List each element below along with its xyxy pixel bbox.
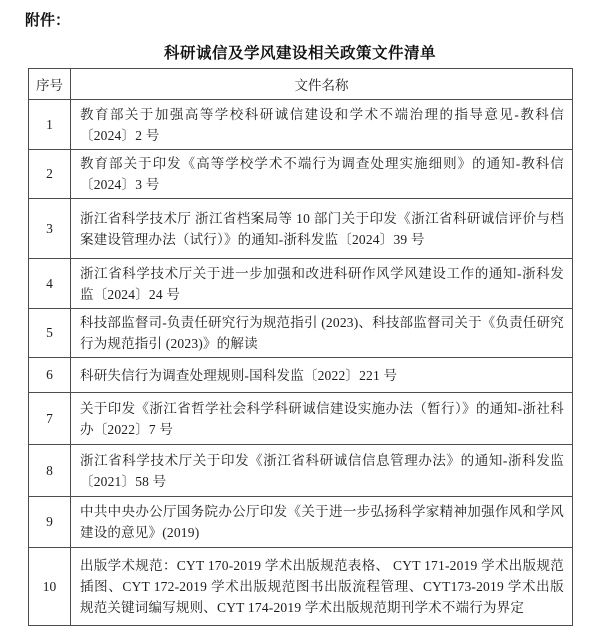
document-page (0, 12, 600, 638)
table-row (29, 150, 573, 199)
row-file-name: 出版学术规范：CYT 170-2019 学术出版规范表格、 CYT 171-2019 学术出版规范插图、CYT 172-2019 学术出版规范图书出版流程管理、CYT173-2019 学术出版规范关键词编写规则、CYT 174-2019 学术出版规范期刊学术不端行为界定 (71, 548, 573, 626)
row-file-name: 科研失信行为调查处理规则-国科发监〔2022〕221 号 (71, 358, 573, 393)
table-row (29, 497, 573, 548)
table-row (29, 309, 573, 358)
row-file-name: 科技部监督司-负责任研究行为规范指引 (2023)、科技部监督司关于《负责任研究行为规范指引 (2023)》的解读 (71, 309, 573, 358)
row-file-name: 教育部关于加强高等学校科研诚信建设和学术不端治理的指导意见-教科信〔2024〕2 号 (71, 100, 573, 150)
table-header-row (29, 69, 573, 100)
row-file-name: 浙江省科学技术厅关于进一步加强和改进科研作风学风建设工作的通知-浙科发监〔2024〕24 号 (71, 259, 573, 309)
policy-document-table (28, 68, 573, 626)
table-row (29, 393, 573, 445)
table-row (29, 259, 573, 309)
row-file-name: 浙江省科学技术厅关于印发《浙江省科研诚信信息管理办法》的通知-浙科发监〔2021〕58 号 (71, 445, 573, 497)
row-index: 4 (29, 259, 71, 309)
page-title: 科研诚信及学风建设相关政策文件清单 (163, 45, 436, 62)
table-row (29, 100, 573, 150)
row-index: 1 (29, 100, 71, 150)
row-index: 8 (29, 445, 71, 497)
row-index: 6 (29, 358, 71, 393)
table-row (29, 445, 573, 497)
header-index: 序号 (29, 69, 71, 100)
row-index: 10 (29, 548, 71, 626)
row-file-name: 浙江省科学技术厅 浙江省档案局等 10 部门关于印发《浙江省科研诚信评价与档案建设管理办法（试行）》的通知-浙科发监〔2024〕39 号 (71, 199, 573, 259)
row-index: 3 (29, 199, 71, 259)
row-file-name: 教育部关于印发《高等学校学术不端行为调查处理实施细则》的通知-教科信〔2024〕3 号 (71, 150, 573, 199)
table-row (29, 358, 573, 393)
attachment-label: 附件： (25, 12, 71, 29)
row-index: 7 (29, 393, 71, 445)
row-index: 2 (29, 150, 71, 199)
row-file-name: 中共中央办公厅国务院办公厅印发《关于进一步弘扬科学家精神加强作风和学风建设的意见》(2019) (71, 497, 573, 548)
row-index: 9 (29, 497, 71, 548)
table-row (29, 548, 573, 626)
row-index: 5 (29, 309, 71, 358)
row-file-name: 关于印发《浙江省哲学社会科学科研诚信建设实施办法（暂行）》的通知-浙社科办〔2022〕7 号 (71, 393, 573, 445)
table-row (29, 199, 573, 259)
header-file-name: 文件名称 (71, 69, 573, 100)
